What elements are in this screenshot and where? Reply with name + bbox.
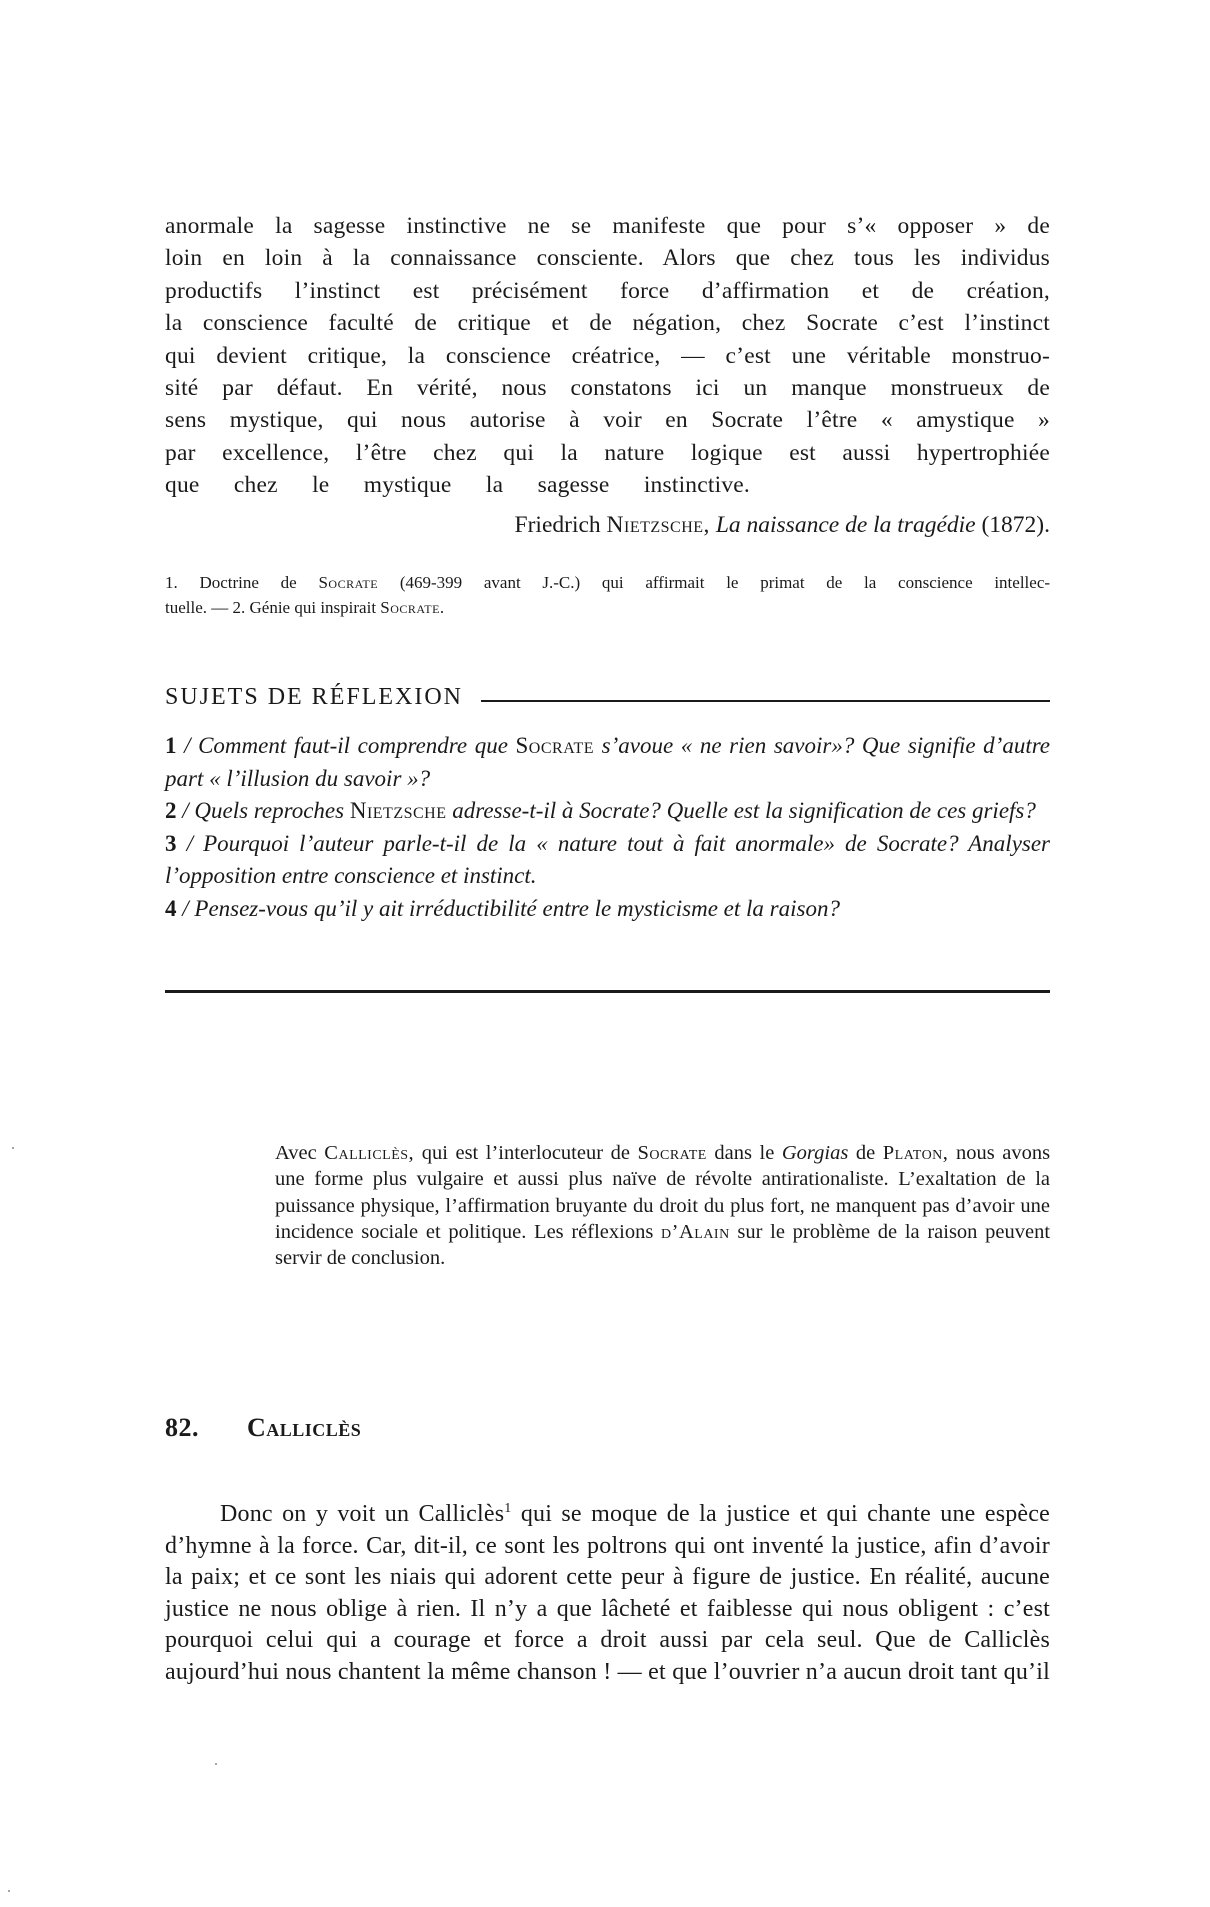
passage-line: qui devient critique, la conscience créatrice, — c’est une véritable monstruo- — [165, 342, 1050, 369]
section-heading — [165, 680, 1050, 714]
intro-work: Gorgias — [781, 1142, 849, 1164]
nietzsche-passage — [165, 210, 1050, 502]
scan-speck — [215, 1763, 217, 1765]
question-item — [165, 795, 1050, 828]
reflexion-questions — [165, 730, 1050, 925]
passage-line: par excellence, l’être chez qui la nature logique est aussi hypertrophiée — [165, 439, 1050, 466]
footnote-ref: 1 — [504, 1501, 512, 1516]
intro-name: Platon, — [882, 1142, 949, 1164]
intro-name: d’Alain — [661, 1220, 730, 1243]
passage-line: sité par défaut. En vérité, nous constatons ici un manque monstrueux de — [165, 375, 1050, 402]
footnote-line — [165, 570, 1050, 595]
intro-text: de — [855, 1142, 876, 1164]
footnote-name: Socrate. — [380, 598, 445, 617]
question-number: 4 — [165, 895, 177, 921]
question-text: / Pourquoi l’auteur parle-t-il de la « nature tout à fait anormale» de Socrate? Analyser l’opposition entre conscience et instinct. — [165, 830, 1051, 888]
question-item — [165, 828, 1050, 893]
attribution-author-last: Nietzsche, — [606, 512, 710, 538]
attribution-year: (1872). — [981, 512, 1050, 538]
attribution-author-first: Friedrich — [514, 512, 601, 538]
intro-name: Socrate — [637, 1142, 707, 1164]
footnote-text: 1. Doctrine de — [165, 573, 297, 592]
chapter-heading — [165, 1413, 361, 1443]
attribution-work: La naissance de la tragédie — [715, 512, 976, 538]
attribution — [165, 512, 1050, 539]
footnote-name: Socrate — [318, 573, 379, 592]
question-item — [165, 893, 1050, 926]
intro-text: dans le — [714, 1142, 775, 1164]
heading-rule — [481, 700, 1050, 702]
section-title: SUJETS DE RÉFLEXION — [165, 683, 464, 710]
scan-speck — [8, 1890, 10, 1892]
chapter-number: 82. — [165, 1413, 199, 1442]
callicles-paragraph — [165, 1493, 1050, 1688]
chapter-title: Calliclès — [247, 1413, 362, 1442]
intro-text: qui est l’interlocuteur de — [421, 1142, 630, 1164]
passage-line: loin en loin à la connaissance consciente. Alors que chez tous les individus — [165, 245, 1050, 272]
question-text: / Pensez-vous qu’il y ait irréductibilité entre le mysticisme et la raison? — [182, 895, 840, 921]
intro-paragraph — [275, 1140, 1050, 1271]
intro-text: sur le problème de la raison peuvent servir de conclusion. — [275, 1220, 1051, 1270]
intro-name: Calliclès, — [324, 1142, 415, 1164]
paragraph-text: Donc on y voit un Calliclès — [220, 1501, 505, 1527]
question-text: adresse-t-il à Socrate? Quelle est la signification de ces griefs? — [452, 798, 1036, 823]
footnote-text: (469-399 avant J.-C.) qui affirmait le primat de la conscience intellec- — [399, 573, 1051, 592]
passage-line: anormale la sagesse instinctive ne se manifeste que pour s’« opposer » de — [165, 213, 1050, 239]
passage-line: productifs l’instinct est précisément force d’affirmation et de création, — [165, 277, 1050, 304]
passage-line: que chez le mystique la sagesse instinctive. — [165, 472, 750, 499]
question-name: Nietzsche — [349, 798, 447, 823]
question-number: 1 — [165, 733, 177, 758]
passage-line: la conscience faculté de critique et de négation, chez Socrate c’est l’instinct — [165, 310, 1050, 337]
intro-text: Avec — [275, 1142, 317, 1164]
scan-speck — [12, 1147, 14, 1149]
question-number: 3 — [165, 830, 177, 856]
footnote-text: tuelle. — 2. Génie qui inspirait — [165, 598, 377, 617]
question-text: / Quels reproches — [182, 798, 345, 823]
question-number: 2 — [165, 798, 177, 823]
passage-line: sens mystique, qui nous autorise à voir en Socrate l’être « amystique » — [165, 407, 1050, 434]
section-bottom-rule — [165, 990, 1050, 993]
callicles-text — [165, 1493, 1050, 1688]
intro-text: nous avons une forme plus vulgaire et aussi plus naïve de révolte antirationaliste. L’exaltation de la puissance physique, l’affirmation bruyante du droit du plus fort, ne manquent pas d’avoir une incidence sociale et politique. Les réflexions — [275, 1142, 1051, 1243]
question-name: Socrate — [515, 733, 595, 758]
footnotes — [165, 570, 1050, 620]
question-text: s’avoue « ne rien savoir»? Que signifie d’autre part « l’illusion du savoir »? — [165, 733, 1051, 791]
question-item — [165, 730, 1050, 795]
question-text: / Comment faut-il comprendre que — [184, 733, 508, 758]
footnote-line — [165, 595, 1050, 620]
paragraph-text: qui se moque de la justice et qui chante une espèce d’hymne à la force. Car, dit-il, ce sont les poltrons qui ont inventé la justice, afin d’avoir la paix; et ce sont les niais qui adorent cette peur à figure de justice. En réalité, aucune justice ne nous oblige à rien. Il n’y a que lâcheté et faiblesse qui nous obligent : c’est pourquoi celui qui a courage et force a droit aussi par cela seul. Que de Calliclès aujourd’hui nous chantent la même chanson ! — et que l’ouvrier n’a aucun droit tant qu’il — [165, 1501, 1050, 1685]
